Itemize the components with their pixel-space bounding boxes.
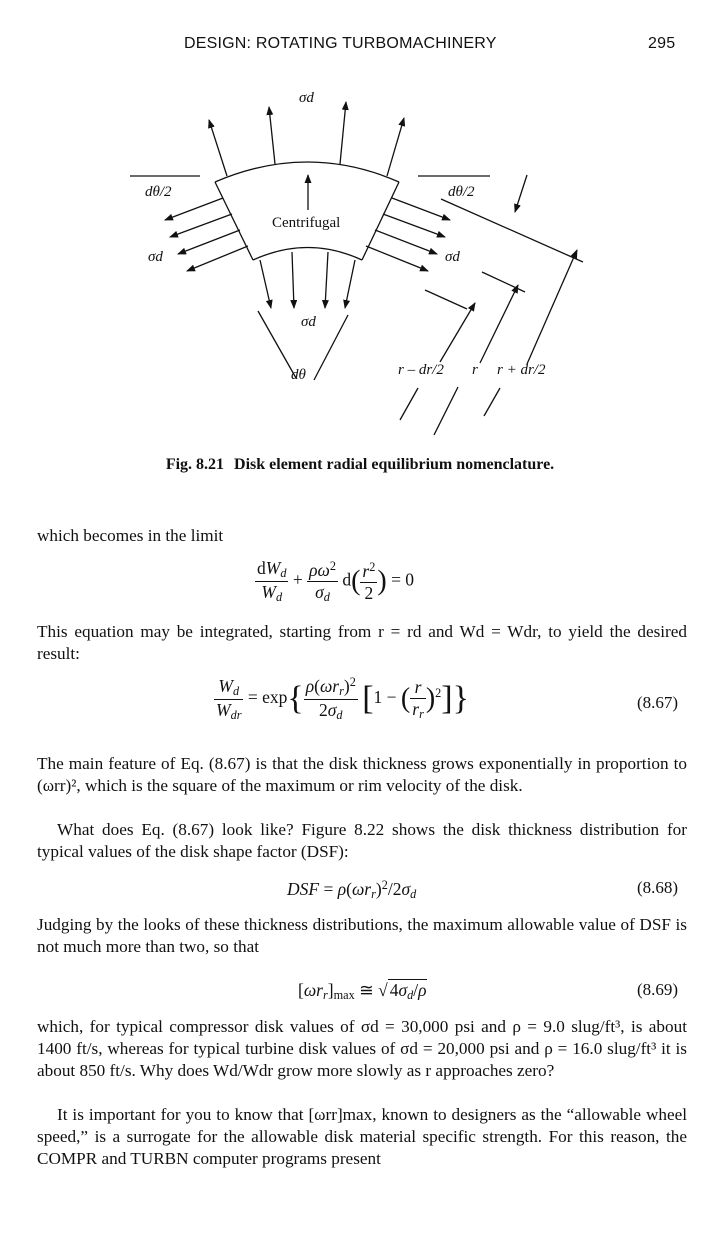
label-sigma-right: σd [445, 249, 460, 265]
page-number: 295 [648, 35, 676, 52]
equation-limit: $\frac{dW_d}{W_d}$ + $\frac{\rho\omega^2}{\sigma_d}$ d( $\frac{r^2}{2}$ ) = 0 [257, 558, 415, 604]
paragraph-4: What does Eq. (8.67) look like? Figure 8.22 shows the disk thickness distribution for typical values of the disk shape factor (DSF): [37, 820, 687, 861]
label-sigma-top: σd [299, 90, 314, 106]
label-sigma-left: σd [148, 249, 163, 265]
disk-element-figure [0, 80, 720, 450]
equation-number-8-69: (8.69) [637, 980, 679, 999]
equation-8-67: $\frac{W_d}{W_{dr}}$ = exp{ $\frac{\rho(\omega r_r)^2}{2\sigma_d}$ [1 − ( $\frac{r}{r_r}$ )$^2$]} [216, 675, 469, 722]
element-right-edge [362, 182, 399, 260]
label-centrifugal: Centrifugal [272, 215, 341, 231]
equation-number-8-68: (8.68) [637, 878, 679, 897]
paragraph-7: It is important for you to know that [ωrr]max, known to designers as the “allowable wheel speed,” is a surrogate for the allowable disk material specific strength. For this reason, the COMPR and TURBN computer programs present [37, 1105, 687, 1168]
equation-8-69: $[\omega r_r]_{max}$ ≅ √ $4\sigma_d/\rho$ [298, 980, 427, 1002]
label-dtheta-half-right: dθ/2 [448, 184, 475, 200]
equation-number-8-67: (8.67) [637, 693, 679, 712]
paragraph-2: This equation may be integrated, starting from r = rd and Wd = Wdr, to yield the desired result: [37, 622, 687, 663]
label-r: r [472, 362, 478, 378]
paragraph-6: which, for typical compressor disk values of σd = 30,000 psi and ρ = 9.0 slug/ft³, is about 1400 ft/s, whereas for typical turbine disk values of σd = 20,000 psi and ρ = 16.0 slug/ft³ it is about 850 ft/s. Why does Wd/Wdr grow more slowly as r approaches zero? [37, 1017, 687, 1080]
equation-8-68: DSF = $\rho(\omega r_r)^2/2\sigma_d$ [287, 878, 417, 901]
element-left-edge [215, 182, 253, 260]
running-header-title: DESIGN: ROTATING TURBOMACHINERY [184, 35, 497, 52]
label-r-plus: r + dr/2 [497, 362, 546, 378]
label-sigma-bottom: σd [301, 314, 316, 330]
element-outer-arc [215, 162, 399, 182]
label-dtheta-half-left: dθ/2 [145, 184, 172, 200]
figure-label: Fig. 8.21 [165, 456, 225, 473]
paragraph-1: which becomes in the limit [37, 526, 224, 545]
label-r-minus: r – dr/2 [398, 362, 444, 378]
figure-caption-text: Disk element radial equilibrium nomenclature. [234, 456, 555, 473]
label-dtheta: dθ [291, 367, 306, 383]
element-inner-arc [253, 248, 362, 261]
figure-caption [0, 456, 720, 474]
paragraph-5: Judging by the looks of these thickness distributions, the maximum allowable value of DSF is not much more than two, so that [37, 915, 687, 956]
paragraph-3: The main feature of Eq. (8.67) is that the disk thickness grows exponentially in proportion to (ωrr)², which is the square of the maximum or rim velocity of the disk. [37, 754, 687, 795]
